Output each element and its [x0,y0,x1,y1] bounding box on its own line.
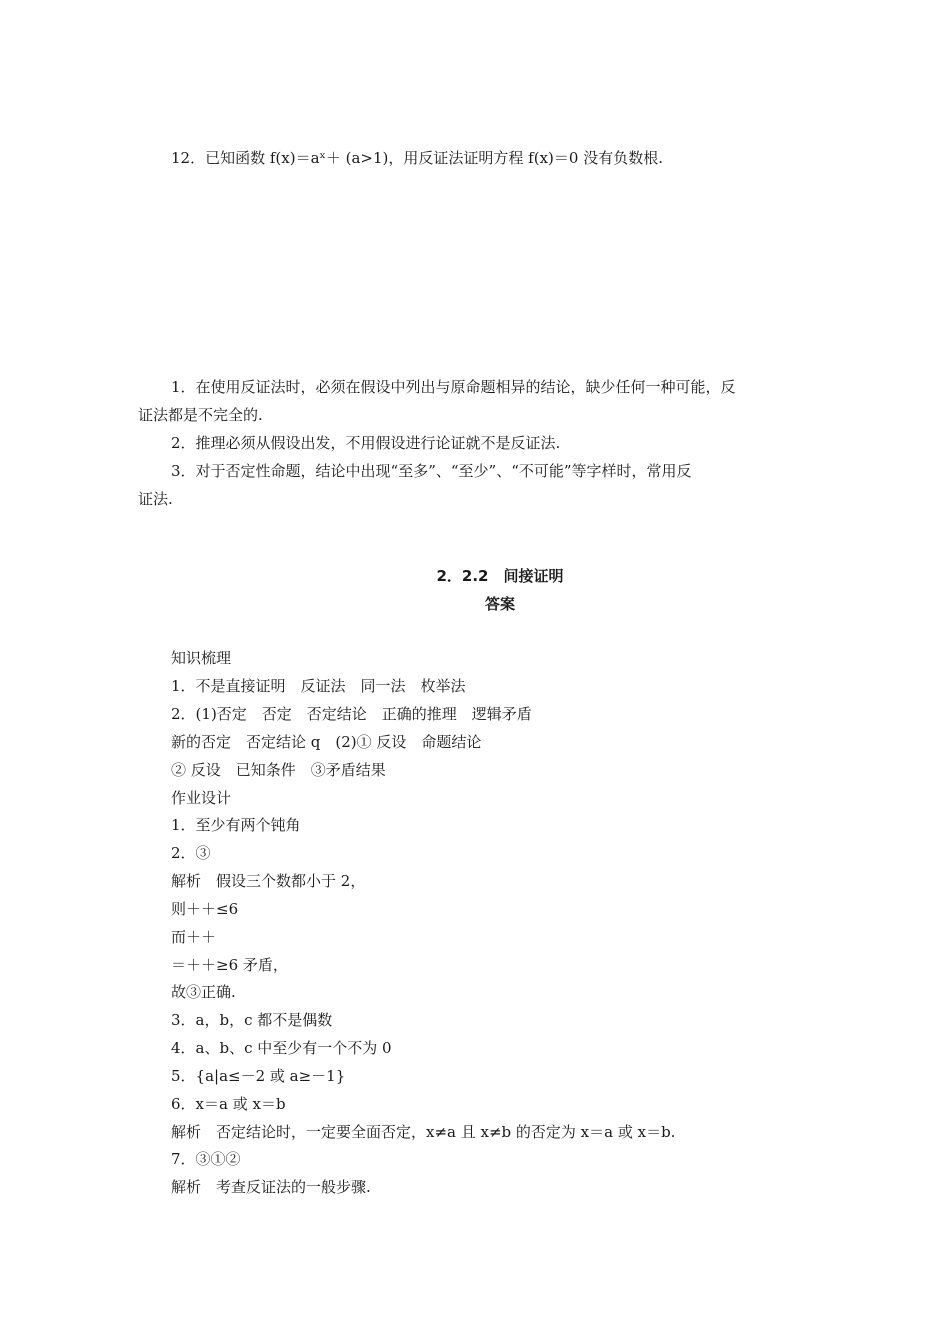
answer-line: 解析 否定结论时，一定要全面否定，x≠a 且 x≠b 的否定为 x＝a 或 x＝b. [171,1123,676,1141]
answer-line: 6．x＝a 或 x＝b [171,1095,286,1113]
answer-line: ＝＋＋≥6 矛盾， [171,956,288,974]
answer-line: 3．a，b，c 都不是偶数 [171,1011,333,1029]
answer-line: 7．③①② [171,1150,241,1168]
answer-line: 而＋＋ [171,928,217,946]
summary-item-2: 2．推理必须从假设出发，不用假设进行论证就不是反证法. [171,434,561,452]
answer-line: 1．不是直接证明 反证法 同一法 枚举法 [171,677,466,695]
answer-line: 2．(1)否定 否定 否定结论 正确的推理 逻辑矛盾 [171,705,532,723]
answer-line: 5．{a|a≤－2 或 a≥－1} [171,1067,346,1085]
answer-line: ② 反设 已知条件 ③矛盾结果 [171,761,386,779]
answer-line: 作业设计 [171,789,232,807]
summary-item-1-line-1: 1．在使用反证法时，必须在假设中列出与原命题相异的结论，缺少任何一种可能，反 [171,378,736,396]
answer-line: 2．③ [171,844,211,862]
summary-item-1-line-2: 证法都是不完全的. [138,406,263,424]
answer-line: 新的否定 否定结论 q (2)① 反设 命题结论 [171,733,482,751]
section-subtitle: 答案 [484,595,515,613]
answer-line: 1．至少有两个钝角 [171,816,301,834]
answer-line: 4．a、b、c 中至少有一个不为 0 [171,1039,392,1057]
problem-12: 12．已知函数 f(x)＝aˣ＋ (a>1)，用反证法证明方程 f(x)＝0 没有负数根. [171,149,663,167]
answer-line: 解析 假设三个数都小于 2， [171,872,366,890]
answer-line: 故③正确. [171,983,236,1001]
answer-line: 则＋＋≤6 [171,900,239,918]
summary-item-3-line-1: 3．对于否定性命题，结论中出现“至多”、“至少”、“不可能”等字样时，常用反 [171,462,692,480]
summary-item-3-line-2: 证法. [138,490,173,508]
answer-line: 解析 考查反证法的一般步骤. [171,1178,371,1196]
section-title: 2．2.2 间接证明 [436,567,564,585]
answer-line: 知识梳理 [171,649,232,667]
